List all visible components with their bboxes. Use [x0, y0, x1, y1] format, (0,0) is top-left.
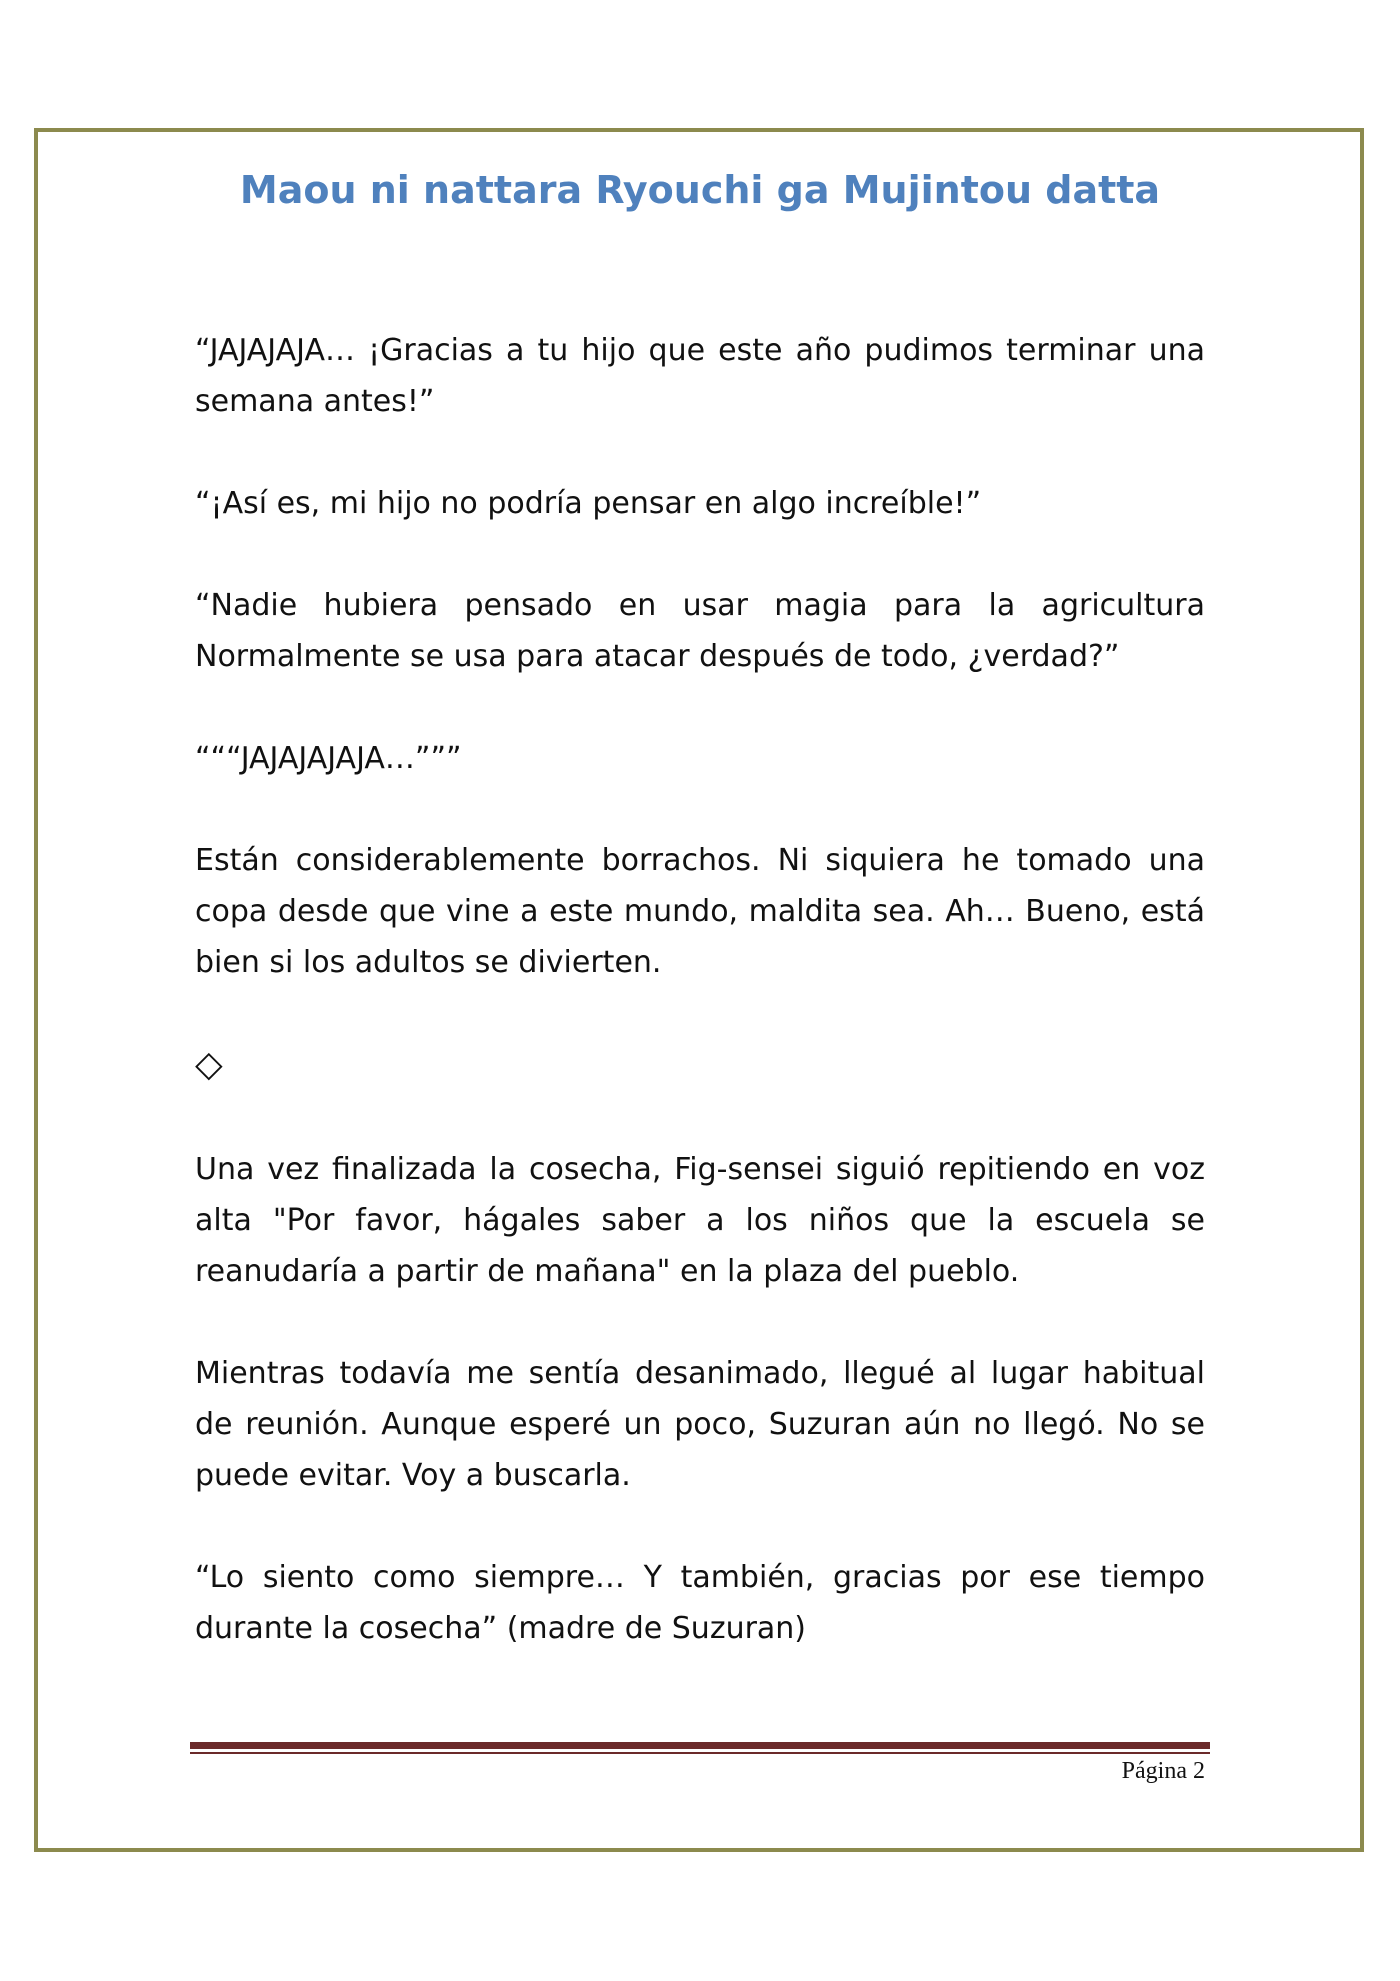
paragraph-1: “JAJAJAJA… ¡Gracias a tu hijo que este año pudimos terminar una semana antes!”	[195, 333, 1205, 419]
scene-break-diamond-icon: ◇	[195, 1044, 223, 1085]
footer-rule-thin	[190, 1752, 1210, 1754]
paragraph-7: Mientras todavía me sentía desanimado, llegué al lugar habitual de reunión. Aunque esperé un poco, Suzuran aún no llegó. No se puede evitar. Voy a buscarla.	[195, 1356, 1205, 1493]
paragraph-3: “Nadie hubiera pensado en usar magia para la agricultura Normalmente se usa para atacar después de todo, ¿verdad?”	[195, 588, 1205, 674]
page-number: Página 2	[1121, 1758, 1205, 1784]
paragraph-5: Están considerablemente borrachos. Ni siquiera he tomado una copa desde que vine a este mundo, maldita sea. Ah… Bueno, está bien si los adultos se divierten.	[195, 843, 1205, 980]
paragraph-2: “¡Así es, mi hijo no podría pensar en algo increíble!”	[195, 486, 982, 521]
document-title: Maou ni nattara Ryouchi ga Mujintou datta	[239, 168, 1161, 212]
document-body	[195, 325, 1205, 1705]
paragraph-6: Una vez finalizada la cosecha, Fig-sensei siguió repitiendo en voz alta "Por favor, hágales saber a los niños que la escuela se reanudaría a partir de mañana" en la plaza del pueblo.	[195, 1152, 1205, 1289]
footer-rule-thick	[190, 1742, 1210, 1749]
paragraph-8: “Lo siento como siempre… Y también, gracias por ese tiempo durante la cosecha” (madre de Suzuran)	[195, 1560, 1205, 1646]
paragraph-4: “““JAJAJAJAJA…”””	[195, 741, 462, 776]
